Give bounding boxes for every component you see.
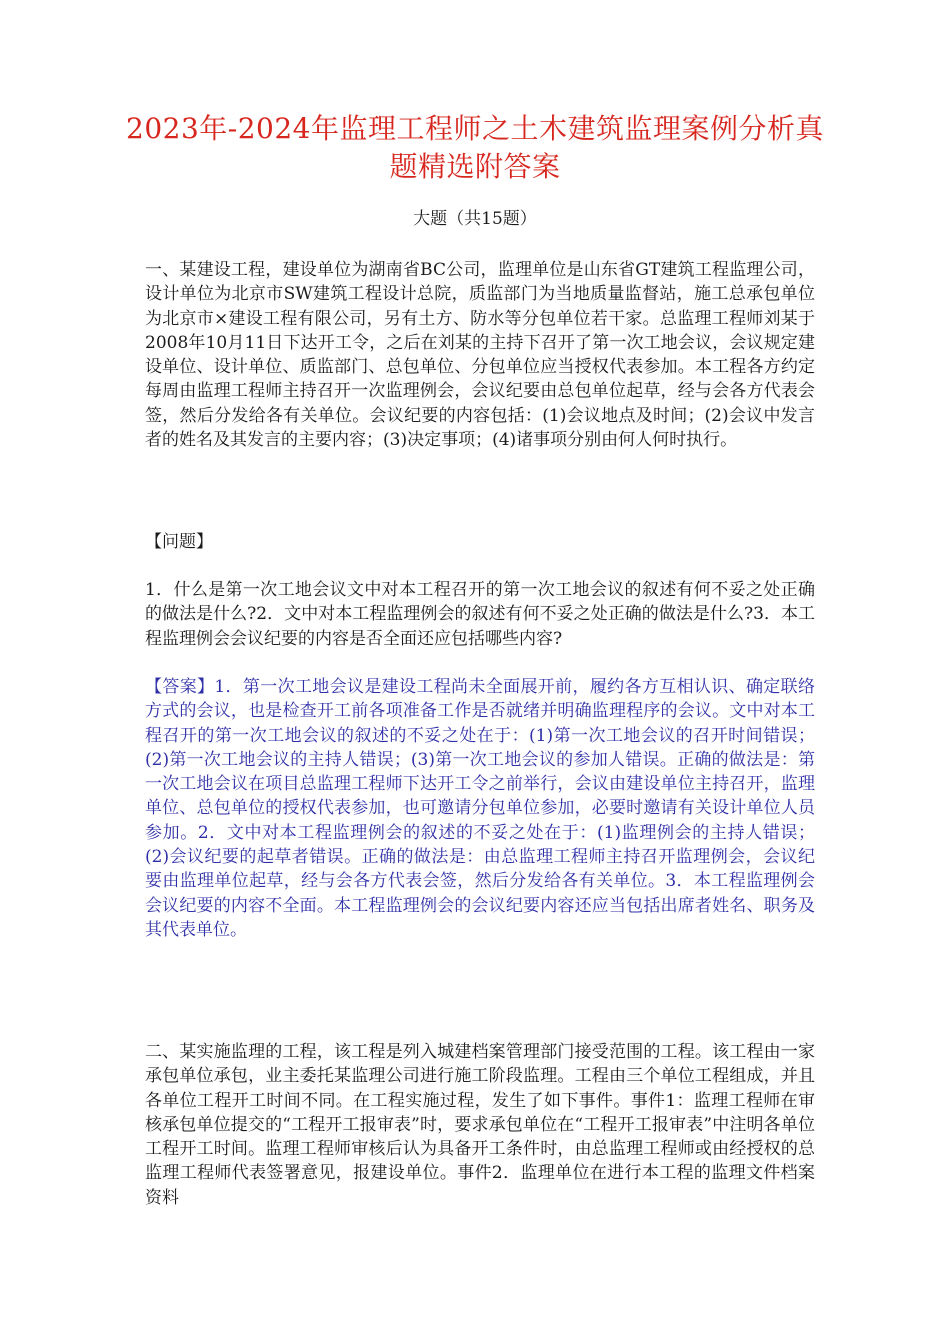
document-title: 2023年-2024年监理工程师之土木建筑监理案例分析真题精选附答案 bbox=[126, 112, 824, 183]
question-1-items: 1．什么是第一次工地会议文中对本工程召开的第一次工地会议的叙述有何不妥之处正确的做法是什么?2．文中对本工程监理例会的叙述有何不妥之处正确的做法是什么?3．本工程监理例会会议纪要的内容是否全面还应包括哪些内容? bbox=[145, 580, 815, 649]
answer-label: 【答案】 bbox=[145, 677, 215, 697]
question-1-body: 一、某建设工程，建设单位为湖南省BC公司，监理单位是山东省GT建筑工程监理公司，设计单位为北京市SW建筑工程设计总院，质监部门为当地质量监督站，施工总承包单位为北京市×建设工程有限公司，另有土方、防水等分包单位若干家。总监理工程师刘某于2008年10月11日下达开工令，之后在刘某的主持下召开了第一次工地会议，会议规定建设单位、设计单位、质监部门、总包单位、分包单位应当授权代表参加。本工程各方约定每周由监理工程师主持召开一次监理例会，会议纪要由总包单位起草，经与会各方代表会签，然后分发给各有关单位。会议纪要的内容包括：(1)会议地点及时间；(2)会议中发言者的姓名及其发言的主要内容；(3)决定事项；(4)诸事项分别由何人何时执行。 bbox=[145, 260, 815, 451]
answer-block bbox=[145, 675, 815, 942]
answer-text: 1．第一次工地会议是建设工程尚未全面展开前，履约各方互相认识、确定联络方式的会议，也是检查开工前各项准备工作是否就绪并明确监理程序的会议。文中对本工程召开的第一次工地会议的叙述的不妥之处在于：(1)第一次工地会议的召开时间错误；(2)第一次工地会议的主持人错误；(3)第一次工地会议的参加人错误。正确的做法是：第一次工地会议在项目总监理工程师下达开工令之前举行，会议由建设单位主持召开，监理单位、总包单位的授权代表参加，也可邀请分包单位参加，必要时邀请有关设计单位人员参加。2．文中对本工程监理例会的叙述的不妥之处在于：(1)监理例会的主持人错误；(2)会议纪要的起草者错误。正确的做法是：由总监理工程师主持召开监理例会，会议纪要由监理单位起草，经与会各方代表会签，然后分发给各有关单位。3．本工程监理例会会议纪要的内容不全面。本工程监理例会的会议纪要内容还应当包括出席者姓名、职务及其代表单位。 bbox=[145, 677, 815, 940]
question-2-body: 二、某实施监理的工程，该工程是列入城建档案管理部门接受范围的工程。该工程由一家承包单位承包，业主委托某监理公司进行施工阶段监理。工程由三个单位工程组成，并且各单位工程开工时间不同。在工程实施过程，发生了如下事件。事件1：监理工程师在审核承包单位提交的“工程开工报审表”时，要求承包单位在“工程开工报审表”中注明各单位工程开工时间。监理工程师审核后认为具备开工条件时，由总监理工程师或由经授权的总监理工程师代表签署意见，报建设单位。事件2．监理单位在进行本工程的监理文件档案资料 bbox=[145, 1042, 815, 1208]
section-header: 大题（共15题） bbox=[413, 209, 537, 229]
question-heading: 【问题】 bbox=[145, 532, 213, 552]
